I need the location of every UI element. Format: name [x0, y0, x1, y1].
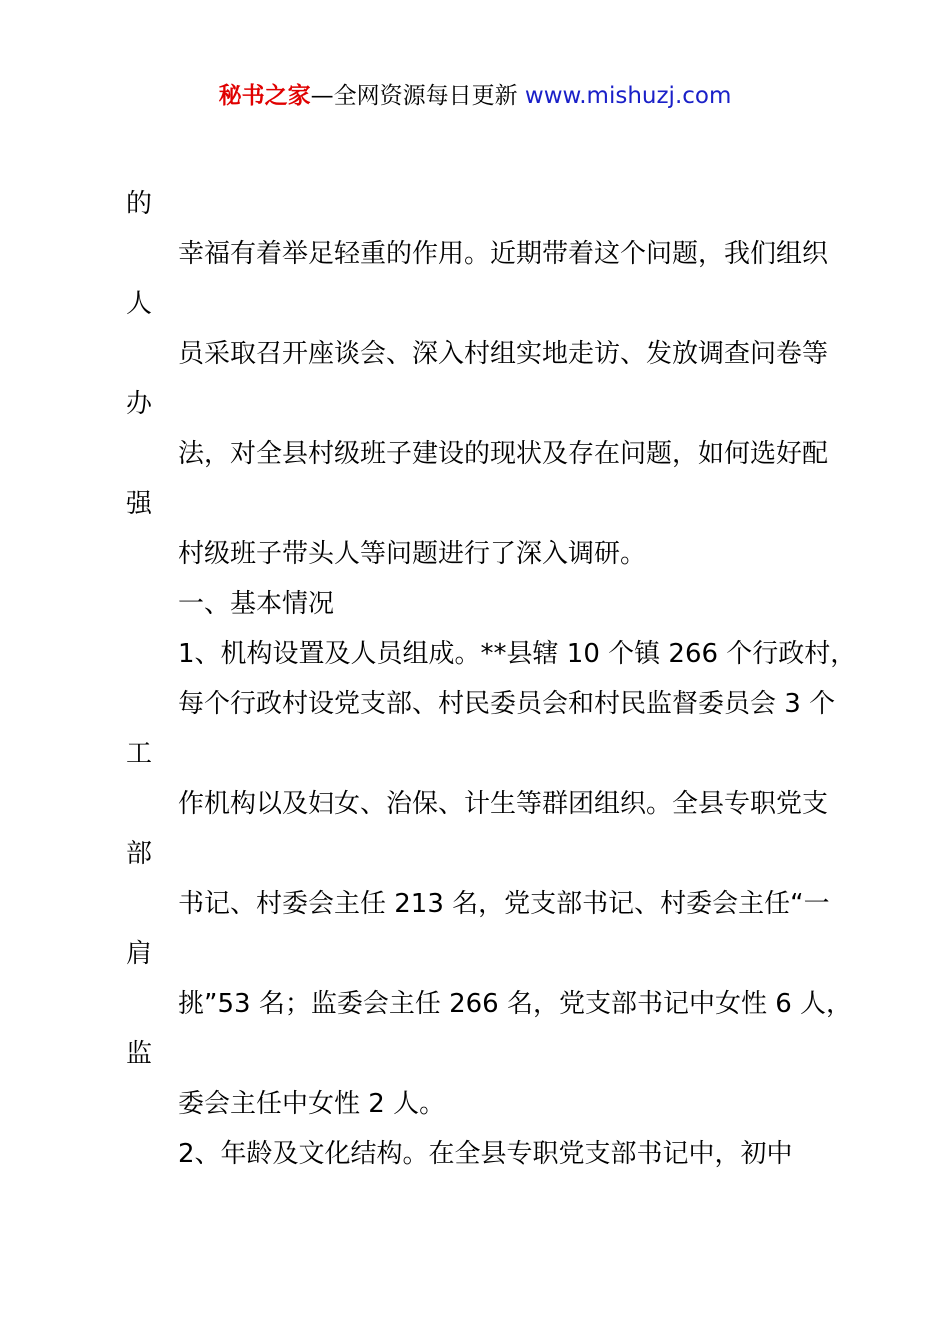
text-line: 监 — [126, 1039, 153, 1069]
text-line: 委会主任中女性 2 人。 — [178, 1089, 446, 1119]
site-tagline: —全网资源每日更新 — [310, 83, 518, 109]
text-line: 的 — [126, 189, 153, 219]
text-line: 员采取召开座谈会、深入村组实地走访、发放调查问卷等 — [178, 339, 829, 369]
text-line: 书记、村委会主任 213 名，党支部书记、村委会主任“一 — [178, 889, 830, 919]
site-url-link[interactable]: www.mishuzj.com — [524, 83, 732, 109]
text-line: 作机构以及妇女、治保、计生等群团组织。全县专职党支 — [178, 789, 829, 819]
site-brand: 秘书之家 — [218, 83, 311, 109]
text-line: 法，对全县村级班子建设的现状及存在问题，如何选好配 — [178, 439, 829, 469]
text-line: 2、年龄及文化结构。在全县专职党支部书记中，初中 — [178, 1139, 793, 1169]
text-line: 工 — [126, 739, 153, 769]
text-line: 强 — [126, 489, 153, 519]
text-line: 幸福有着举足轻重的作用。近期带着这个问题，我们组织 — [178, 239, 829, 269]
section-heading: 一、基本情况 — [178, 589, 335, 619]
text-line: 1、机构设置及人员组成。**县辖 10 个镇 266 个行政村， — [178, 639, 857, 669]
text-line: 人 — [126, 289, 153, 319]
text-line: 村级班子带头人等问题进行了深入调研。 — [178, 539, 647, 569]
text-line: 办 — [126, 389, 153, 419]
text-line: 部 — [126, 839, 153, 869]
text-line: 每个行政村设党支部、村民委员会和村民监督委员会 3 个 — [178, 689, 836, 719]
site-header — [0, 80, 950, 112]
text-line: 肩 — [126, 939, 153, 969]
text-line: 挑”53 名；监委会主任 266 名，党支部书记中女性 6 人， — [178, 989, 853, 1019]
